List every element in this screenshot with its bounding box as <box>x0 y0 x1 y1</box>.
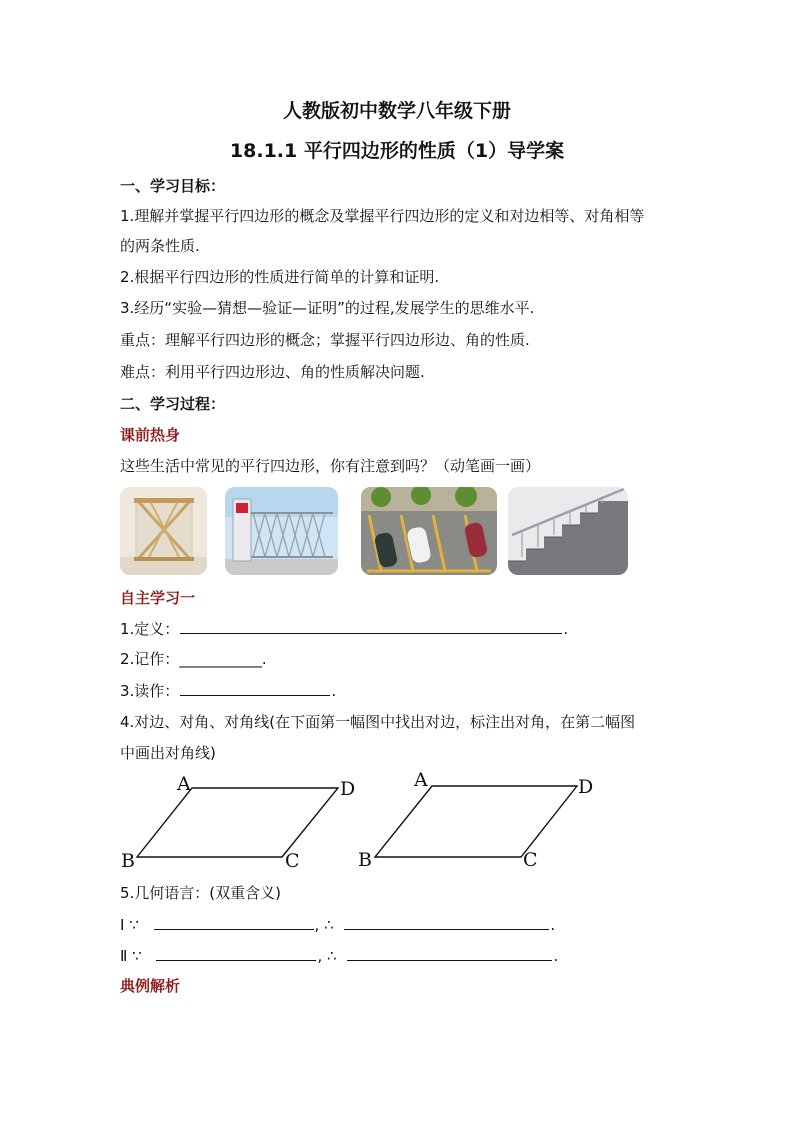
reading-blank[interactable] <box>180 680 330 696</box>
notation-blank[interactable]: ___________ <box>179 650 262 668</box>
self-study-heading: 自主学习一 <box>120 589 196 607</box>
warmup-text: 这些生活中常见的平行四边形，你有注意到吗？（动笔画一画） <box>120 457 541 475</box>
row-2-label: Ⅱ ∵ <box>120 947 142 965</box>
row-1-label: Ⅰ ∵ <box>120 916 139 934</box>
warmup-heading: 课前热身 <box>120 426 181 444</box>
vertex-label-B: B <box>121 850 135 872</box>
document-subtitle: 18.1.1 平行四边形的性质（1）导学案 <box>229 140 565 162</box>
difficulty-point: 难点：利用平行四边形边、角的性质解决问题. <box>120 363 425 381</box>
definition-blank[interactable] <box>180 618 562 634</box>
period: . <box>331 682 337 700</box>
geometry-row-1 <box>120 914 555 935</box>
parallelogram-1-shape <box>137 788 338 857</box>
row-1-given-blank[interactable] <box>154 914 314 930</box>
reading-row <box>120 680 336 701</box>
document-title: 人教版初中数学八年级下册 <box>282 100 511 122</box>
parallelogram-2-shape <box>375 786 577 857</box>
goal-3: 3.经历“实验—猜想—验证—证明”的过程,发展学生的思维水平. <box>120 299 535 317</box>
retractable-gate-photo <box>225 487 338 575</box>
parallelogram-figure-2 <box>355 766 605 874</box>
parallelogram-figure-1 <box>118 768 368 876</box>
q5-geometry-language: 5.几何语言：(双重含义) <box>120 884 282 902</box>
row-1-conclusion-blank[interactable] <box>344 914 549 930</box>
goal-2: 2.根据平行四边形的性质进行简单的计算和证明. <box>120 268 440 286</box>
example-heading: 典例解析 <box>120 977 181 995</box>
period: . <box>261 650 267 668</box>
row-2-given-blank[interactable] <box>156 945 316 961</box>
vertex-label-D: D <box>340 778 356 800</box>
goal-1-line-2: 的两条性质. <box>120 237 200 255</box>
reading-label: 3.读作： <box>120 682 180 700</box>
vertex-label-C: C <box>523 849 538 871</box>
definition-label: 1.定义： <box>120 620 180 638</box>
section-heading-goals: 一、学习目标： <box>120 177 226 195</box>
geometry-row-2 <box>120 945 558 966</box>
q4-line-2: 中画出对角线) <box>120 744 216 762</box>
therefore-symbol: ∴ <box>324 916 334 934</box>
section-heading-process: 二、学习过程： <box>120 395 226 413</box>
staircase-photo <box>508 487 628 575</box>
vertex-label-D: D <box>578 776 594 798</box>
row-2-conclusion-blank[interactable] <box>347 945 552 961</box>
vertex-label-C: C <box>285 850 300 872</box>
period: . <box>563 620 569 638</box>
q4-line-1: 4.对边、对角、对角线(在下面第一幅图中找出对边，标注出对角，在第二幅图 <box>120 713 636 731</box>
period: . <box>550 916 556 934</box>
vertex-label-A: A <box>177 773 191 795</box>
notation-row <box>120 649 267 669</box>
period: . <box>553 947 559 965</box>
therefore-symbol: ∴ <box>327 947 337 965</box>
definition-row <box>120 618 568 639</box>
goal-1-line-1: 1.理解并掌握平行四边形的概念及掌握平行四边形的定义和对边相等、对角相等 <box>120 207 645 225</box>
parking-lot-photo <box>361 487 497 575</box>
notation-label: 2.记作： <box>120 650 180 668</box>
vertex-label-A: A <box>414 769 428 791</box>
folding-basket-photo <box>120 487 207 575</box>
vertex-label-B: B <box>358 849 372 871</box>
key-point: 重点：理解平行四边形的概念；掌握平行四边形边、角的性质. <box>120 331 530 349</box>
comma: , <box>314 916 320 934</box>
comma: , <box>317 947 323 965</box>
